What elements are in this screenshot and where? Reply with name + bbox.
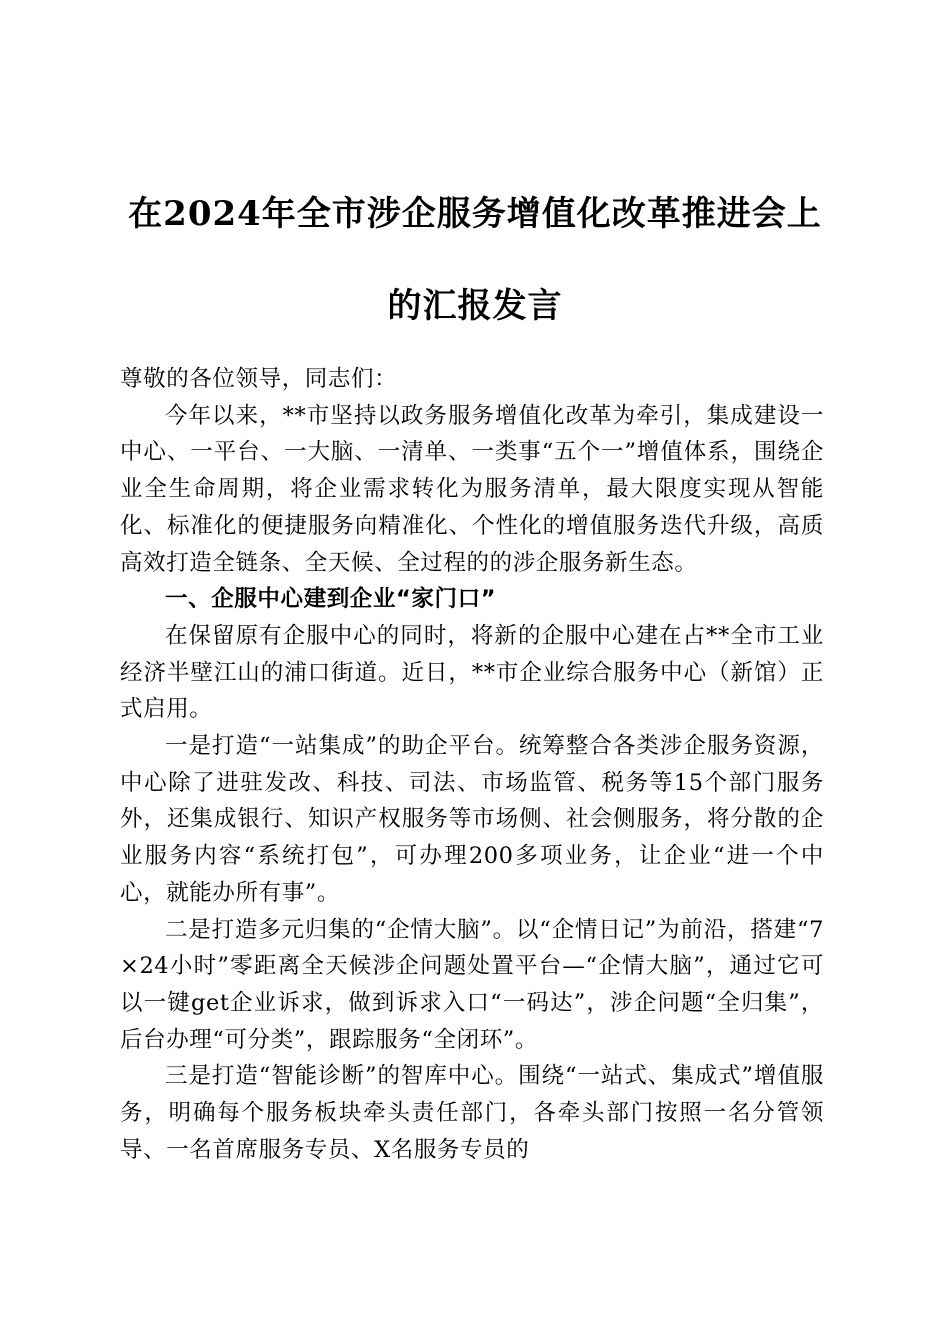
paragraph-one-stop-platform: 一是打造“一站集成”的助企平台。统筹整合各类涉企服务资源，中心除了进驻发改、科技、司法、市场监管、税务等15个部门服务外，还集成银行、知识产权服务等市场侧、社会侧服务，将分散的企业服务内容“系统打包”，可办理200多项业务，让企业“进一个中心，就能办所有事”。 bbox=[120, 733, 824, 906]
title-line-2: 的汇报发言 bbox=[387, 286, 563, 326]
title-line-1: 在2024年全市涉企服务增值化改革推进会上 bbox=[128, 194, 822, 234]
paragraph-intro: 今年以来，**市坚持以政务服务增值化改革为牵引，集成建设一中心、一平台、一大脑、一清单、一类事“五个一”增值体系，围绕企业全生命周期，将企业需求转化为服务清单，最大限度实现从智能化、标准化的便捷服务向精准化、个性化的增值服务迭代升级，高质高效打造全链条、全天候、全过程的的涉企服务新生态。 bbox=[120, 402, 824, 576]
paragraph-service-center: 在保留原有企服中心的同时，将新的企服中心建在占**全市工业经济半壁江山的浦口街道。近日，**市企业综合服务中心（新馆）正式启用。 bbox=[120, 622, 824, 723]
salutation: 尊敬的各位领导，同志们： bbox=[120, 366, 398, 392]
section-heading-1: 一、企服中心建到企业“家门口” bbox=[165, 586, 497, 613]
paragraph-enterprise-brain: 二是打造多元归集的“企情大脑”。以“企情日记”为前沿，搭建“7×24小时”零距离全天候涉企问题处置平台—“企情大脑”，通过它可以一键get企业诉求，做到诉求入口“一码达”，涉企问题“全归集”，后台办理“可分类”，跟踪服务“全闭环”。 bbox=[120, 916, 824, 1053]
paragraph-think-tank: 三是打造“智能诊断”的智库中心。围绕“一站式、集成式”增值服务，明确每个服务板块牵头责任部门，各牵头部门按照一名分管领导、一名首席服务专员、X名服务专员的 bbox=[120, 1063, 824, 1163]
document-body bbox=[120, 361, 824, 1168]
document-title bbox=[110, 168, 840, 352]
